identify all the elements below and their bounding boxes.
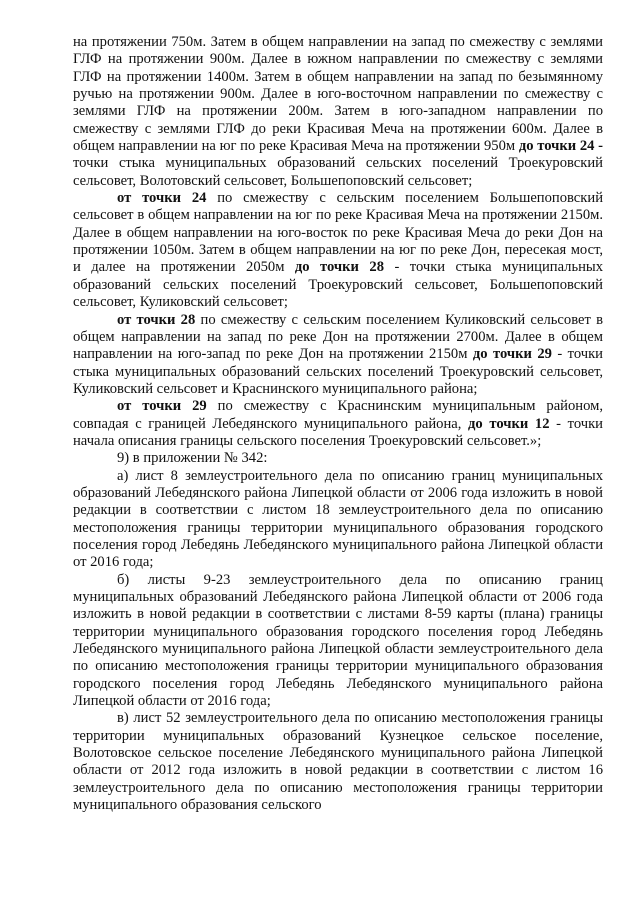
text-segment: точки стыка муниципальных образований сельских поселений Троекуровский сельсовет, Волотовский сельсовет, Большепоповский сельсовет; [73, 155, 603, 189]
paragraph-appendix-342: 9) в приложении № 342: [117, 450, 268, 467]
paragraph-from-point-28 [73, 312, 603, 399]
paragraph-item-v: в) лист 52 землеустроительного дела по описанию местоположения границы территории муниципальных образований Кузнецкое сельское поселение, Волотовское сельское поселение Лебедянского муниципального района Липецкой области от 2012 года изложить в новой редакции в соответствии с листом 16 землеустроительного дела по описанию местоположения границы территории муниципального образования сельского [73, 710, 603, 814]
paragraph-item-b: б) листы 9-23 землеустроительного дела по описанию границ муниципальных образований Лебедянского района Липецкой области от 2006 года изложить в новой редакции в соответствии с листами 8-59 карты (плана) границы территории муниципального образования городского поселения город Лебедянь Лебедянского муниципального района Липецкой области землеустроительного дела по описанию местоположения границы территории муниципального образования городского поселения город Лебедянь Лебедянского муниципального района Липецкой области от 2016 года; [73, 571, 603, 710]
text-segment: - точки стыка муниципальных образований сельских поселений Троекуровский сельсовет, Большепоповский сельсовет, Куликовский сельсовет; [73, 259, 604, 311]
paragraph-from-point-29 [73, 398, 603, 450]
point-reference: до точки 12 [468, 415, 550, 432]
text-segment: по смежеству с сельским поселением Куликовский сельсовет в общем направлении на запад по реке Дон на протяжении 2700м. Далее в общем направлении на юго-запад по реке Дон на протяжении 2150м [73, 311, 603, 363]
text-segment: по смежеству с сельским поселением Большепоповский сельсовет в общем направлении на юг по реке Красивая Меча на протяжении 2150м. Далее в общем направлении на юго-восток по реке Красивая Меча до реки Дон на протяжении 1050м. Затем в общем направлении на юг по реке Дон, пересекая мост, и далее на протяжении 2050м [73, 190, 603, 276]
document-page [73, 34, 603, 814]
point-reference: до точки 29 [472, 346, 552, 363]
point-reference: до точки 24 - [518, 138, 603, 155]
text-segment: - точки начала описания границы сельского поселения Троекуровский сельсовет.»; [73, 415, 603, 449]
text-segment: по смежеству с Краснинским муниципальным районом, совпадая с границей Лебедянского муниципального района, [73, 398, 603, 432]
point-reference: до точки 28 [294, 259, 385, 276]
point-reference: от точки 29 [117, 398, 207, 415]
paragraph-boundary-to-point-24 [73, 34, 603, 190]
paragraph-item-a: а) лист 8 землеустроительного дела по описанию границ муниципальных образований Лебедянского района Липецкой области от 2006 года изложить в новой редакции в соответствии с листом 18 землеустроительного дела по описанию местоположения границы территории муниципального образования городского поселения город Лебедянь Лебедянского муниципального района Липецкой области от 2016 года; [73, 467, 603, 571]
text-segment: на протяжении 750м. Затем в общем направлении на запад по смежеству с землями ГЛФ на протяжении 900м. Далее в южном направлении по смежеству с землями ГЛФ на протяжении 1400м. Затем в общем направлении на запад по безымянному ручью на протяжении 900м. Далее в юго-восточном направлении по смежеству с землями ГЛФ на протяжении 200м. Затем в юго-западном направлении по смежеству с землями ГЛФ до реки Красивая Меча на протяжении 600м. Далее в общем направлении на юг по реке Красивая Меча на протяжении 950м [73, 34, 603, 155]
paragraph-from-point-24 [73, 190, 603, 311]
point-reference: от точки 24 [117, 190, 207, 207]
point-reference: от точки 28 [117, 311, 196, 328]
text-segment: - точки стыка муниципальных образований сельских поселений Троекуровский сельсовет, Куликовский сельсовет и Краснинского муниципального района; [73, 346, 603, 397]
